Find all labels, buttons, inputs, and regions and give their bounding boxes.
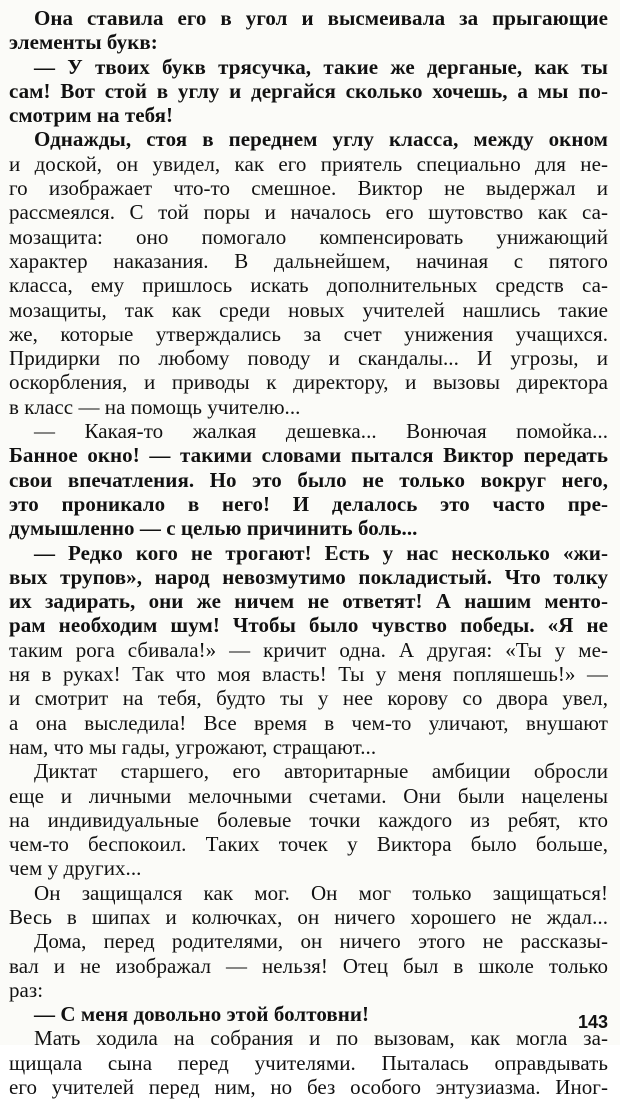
- text-line-31: нам, что мы гады, угрожают, стращают...: [9, 734, 377, 759]
- text-line-34: на индивидуальные болевые точки каждого из ребят, кто: [9, 807, 608, 832]
- text-line-41: раз:: [9, 977, 44, 1002]
- text-line-6: Однажды, стоя в переднем углу класса, между окном: [34, 127, 608, 152]
- text-line-19: Банное окно! — такими словами пытался Виктор передать: [9, 443, 608, 468]
- text-line-18: — Какая-то жалкая дешевка... Вонючая помойка...: [34, 419, 608, 444]
- text-line-8: го изображает что-то смешное. Виктор не выдержал и: [9, 176, 608, 201]
- text-line-24: вых трупов», народ невозмутимо покладистый. Что толку: [9, 564, 608, 589]
- text-line-7: и доской, он увидел, как его приятель специально для не-: [9, 151, 608, 176]
- text-line-32: Диктат старшего, его авторитарные амбиции обросли: [34, 759, 608, 784]
- text-line-30: а она выследила! Все время в чем-то уличают, внушают: [9, 710, 608, 735]
- text-line-11: характер наказания. В дальнейшем, начиная с пятого: [9, 248, 608, 273]
- text-line-3: — У твоих букв трясучка, такие же дерганые, как ты: [34, 54, 608, 79]
- text-line-17: в класс — на помощь учителю...: [9, 394, 301, 419]
- text-line-45: его учителей перед ним, но без особого энтузиазма. Иног-: [9, 1075, 608, 1099]
- text-line-43: Мать ходила на собрания и по вызовам, как могла за-: [34, 1026, 608, 1051]
- text-line-42: — С меня довольно этой болтовни!: [34, 1002, 370, 1027]
- text-line-27: таким рога сбивала!» — кричит одна. А другая: «Ты у ме-: [9, 637, 608, 662]
- text-line-37: Он защищался как мог. Он мог только защищаться!: [34, 880, 608, 905]
- text-line-44: щищала сына перед учителями. Пыталась оправдывать: [9, 1050, 608, 1075]
- text-line-16: оскорбления, и приводы к директору, и вызовы директора: [9, 370, 608, 395]
- text-line-39: Дома, перед родителями, он ничего этого не рассказы-: [34, 929, 608, 954]
- text-line-22: думышленно — с целью причинить боль...: [9, 516, 418, 541]
- text-line-35: чем-то беспокоил. Таких точек у Виктора было больше,: [9, 832, 608, 857]
- text-line-38: Весь в шипах и колючках, он ничего хорошего не ждал...: [9, 904, 608, 929]
- text-line-4: сам! Вот стой в углу и дергайся сколько хочешь, а мы по-: [9, 78, 608, 103]
- text-line-13: мозащиты, так как среди новых учителей нашлись такие: [9, 297, 608, 322]
- text-line-33: еще и личными мелочными счетами. Они были нацелены: [9, 783, 608, 808]
- text-line-15: Придирки по любому поводу и скандалы... И угрозы, и: [9, 346, 608, 371]
- text-line-1: Она ставила его в угол и высмеивала за прыгающие: [34, 6, 608, 30]
- text-line-12: класса, ему пришлось искать дополнительных средств са-: [9, 273, 608, 298]
- text-line-21: это проникало в него! И делалось это часто пре-: [9, 491, 608, 516]
- text-line-23: — Редко кого не трогают! Есть у нас несколько «жи-: [34, 540, 608, 565]
- text-line-5: смотрим на тебя!: [9, 103, 174, 128]
- text-line-10: мозащита: оно помогало компенсировать унижающий: [9, 224, 608, 249]
- text-line-26: рам необходим шум! Чтобы было чувство победы. «Я не: [9, 613, 608, 638]
- text-line-9: рассмеялся. С той поры и началось его шутовство как са-: [9, 200, 608, 225]
- text-line-14: же, которые утверждались за счет унижения учащихся.: [9, 321, 608, 346]
- text-line-20: свои впечатления. Но это было не только вокруг него,: [9, 467, 608, 492]
- text-line-28: ня в руках! Так что моя власть! Ты у меня попляшешь!» —: [9, 662, 608, 687]
- text-line-36: чем у других...: [9, 856, 142, 881]
- text-line-40: вал и не изображал — нельзя! Отец был в школе только: [9, 953, 608, 978]
- text-line-25: их задирать, они же ничем не ответят! А нашим менто-: [9, 589, 608, 614]
- page-number: 143: [577, 1012, 608, 1032]
- text-line-2: элементы букв:: [9, 30, 158, 55]
- text-line-29: и смотрит на тебя, будто ты у нее корову со двора увел,: [9, 686, 608, 711]
